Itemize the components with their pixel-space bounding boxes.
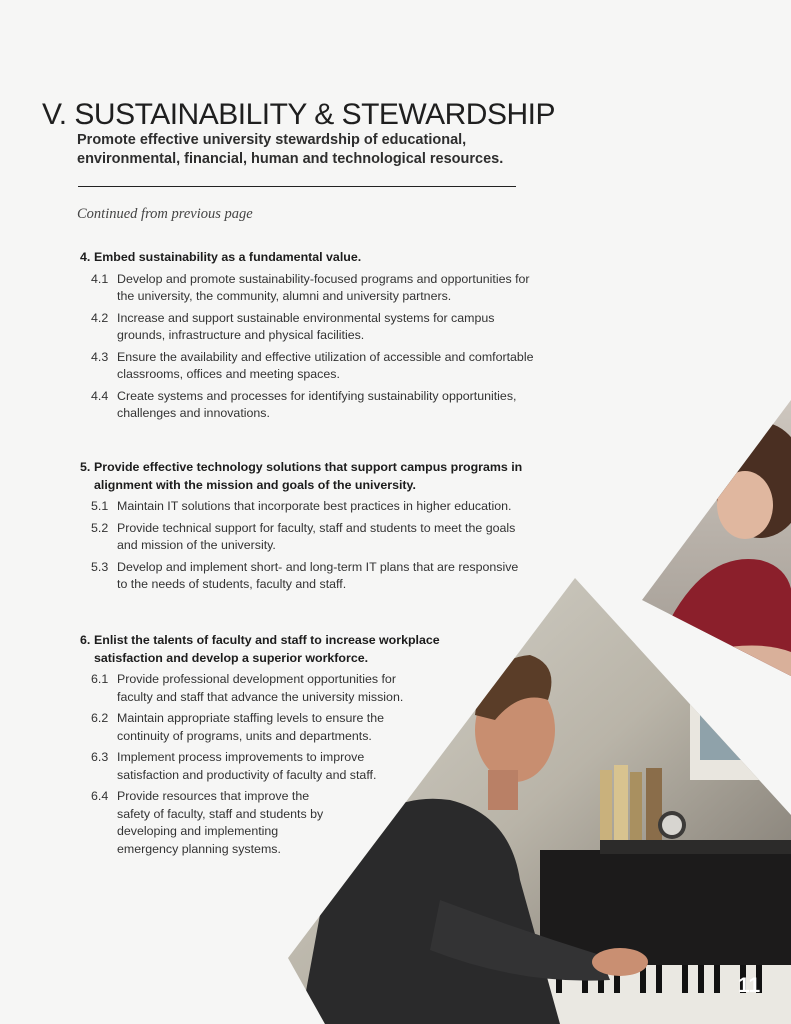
list-item <box>80 388 540 423</box>
item-text: Maintain IT solutions that incorporate best practices in higher education. <box>117 499 512 513</box>
goal-number: 6. <box>80 633 91 647</box>
item-text: Maintain appropriate staffing levels to ensure the continuity of programs, units and departments. <box>117 711 385 743</box>
page-title: V. SUSTAINABILITY & STEWARDSHIP <box>42 98 555 131</box>
item-number: 6.4 <box>91 789 109 803</box>
list-item <box>80 271 540 306</box>
goal-heading-text: Embed sustainability as a fundamental value. <box>94 250 362 264</box>
goal-6 <box>80 632 460 862</box>
section-subtitle: Promote effective university stewardship of educational, environmental, financial, human and technological resources. <box>77 132 504 167</box>
goal-heading <box>80 249 540 267</box>
list-item <box>80 749 393 784</box>
item-number: 6.1 <box>91 672 109 686</box>
item-number: 4.4 <box>91 388 109 403</box>
list-item <box>80 498 525 516</box>
item-text: Develop and implement short- and long-term IT plans that are responsive to the needs of students, faculty and staff. <box>117 559 519 591</box>
goal-number: 4. <box>80 250 91 264</box>
item-number: 4.2 <box>91 310 109 325</box>
list-item <box>80 710 417 745</box>
item-text: Ensure the availability and effective utilization of accessible and comfortable classrooms, offices and meeting spaces. <box>117 349 534 381</box>
goal-heading <box>80 632 460 667</box>
item-number: 4.1 <box>91 271 109 286</box>
item-text: Provide technical support for faculty, staff and students to meet the goals and mission of the university. <box>117 520 516 552</box>
item-text: Implement process improvements to improve satisfaction and productivity of faculty and staff. <box>117 750 377 782</box>
item-text: Develop and promote sustainability-focused programs and opportunities for the university, the community, alumni and university partners. <box>117 271 530 303</box>
item-number: 6.3 <box>91 750 109 764</box>
continued-note: Continued from previous page <box>77 206 253 222</box>
goal-number: 5. <box>80 460 91 474</box>
item-text: Provide professional development opportunities for faculty and staff that advance the university mission. <box>117 672 404 704</box>
divider <box>78 186 516 187</box>
goal-heading-text: Provide effective technology solutions that support campus programs in alignment with the mission and goals of the university. <box>94 460 523 492</box>
list-item <box>80 520 525 555</box>
item-number: 5.1 <box>91 499 109 513</box>
item-text: Provide resources that improve the safety of faculty, staff and students by developing and implementing emergency planning systems. <box>117 789 324 856</box>
goal-heading <box>80 459 525 494</box>
list-item <box>80 349 540 384</box>
goal-4 <box>80 249 540 427</box>
item-number: 4.3 <box>91 349 109 364</box>
list-item <box>80 310 540 345</box>
list-item <box>80 671 433 706</box>
goal-heading-text: Enlist the talents of faculty and staff to increase workplace satisfaction and develop a superior workforce. <box>94 633 440 665</box>
item-text: Increase and support sustainable environmental systems for campus grounds, infrastructure and physical facilities. <box>117 310 495 342</box>
item-number: 6.2 <box>91 711 109 725</box>
item-text: Create systems and processes for identifying sustainability opportunities, challenges and innovations. <box>117 388 517 420</box>
page-number: 11 <box>738 974 761 997</box>
item-number: 5.2 <box>91 520 109 535</box>
item-number: 5.3 <box>91 559 109 574</box>
list-item <box>80 788 333 858</box>
list-item <box>80 559 525 594</box>
goal-5 <box>80 459 525 598</box>
